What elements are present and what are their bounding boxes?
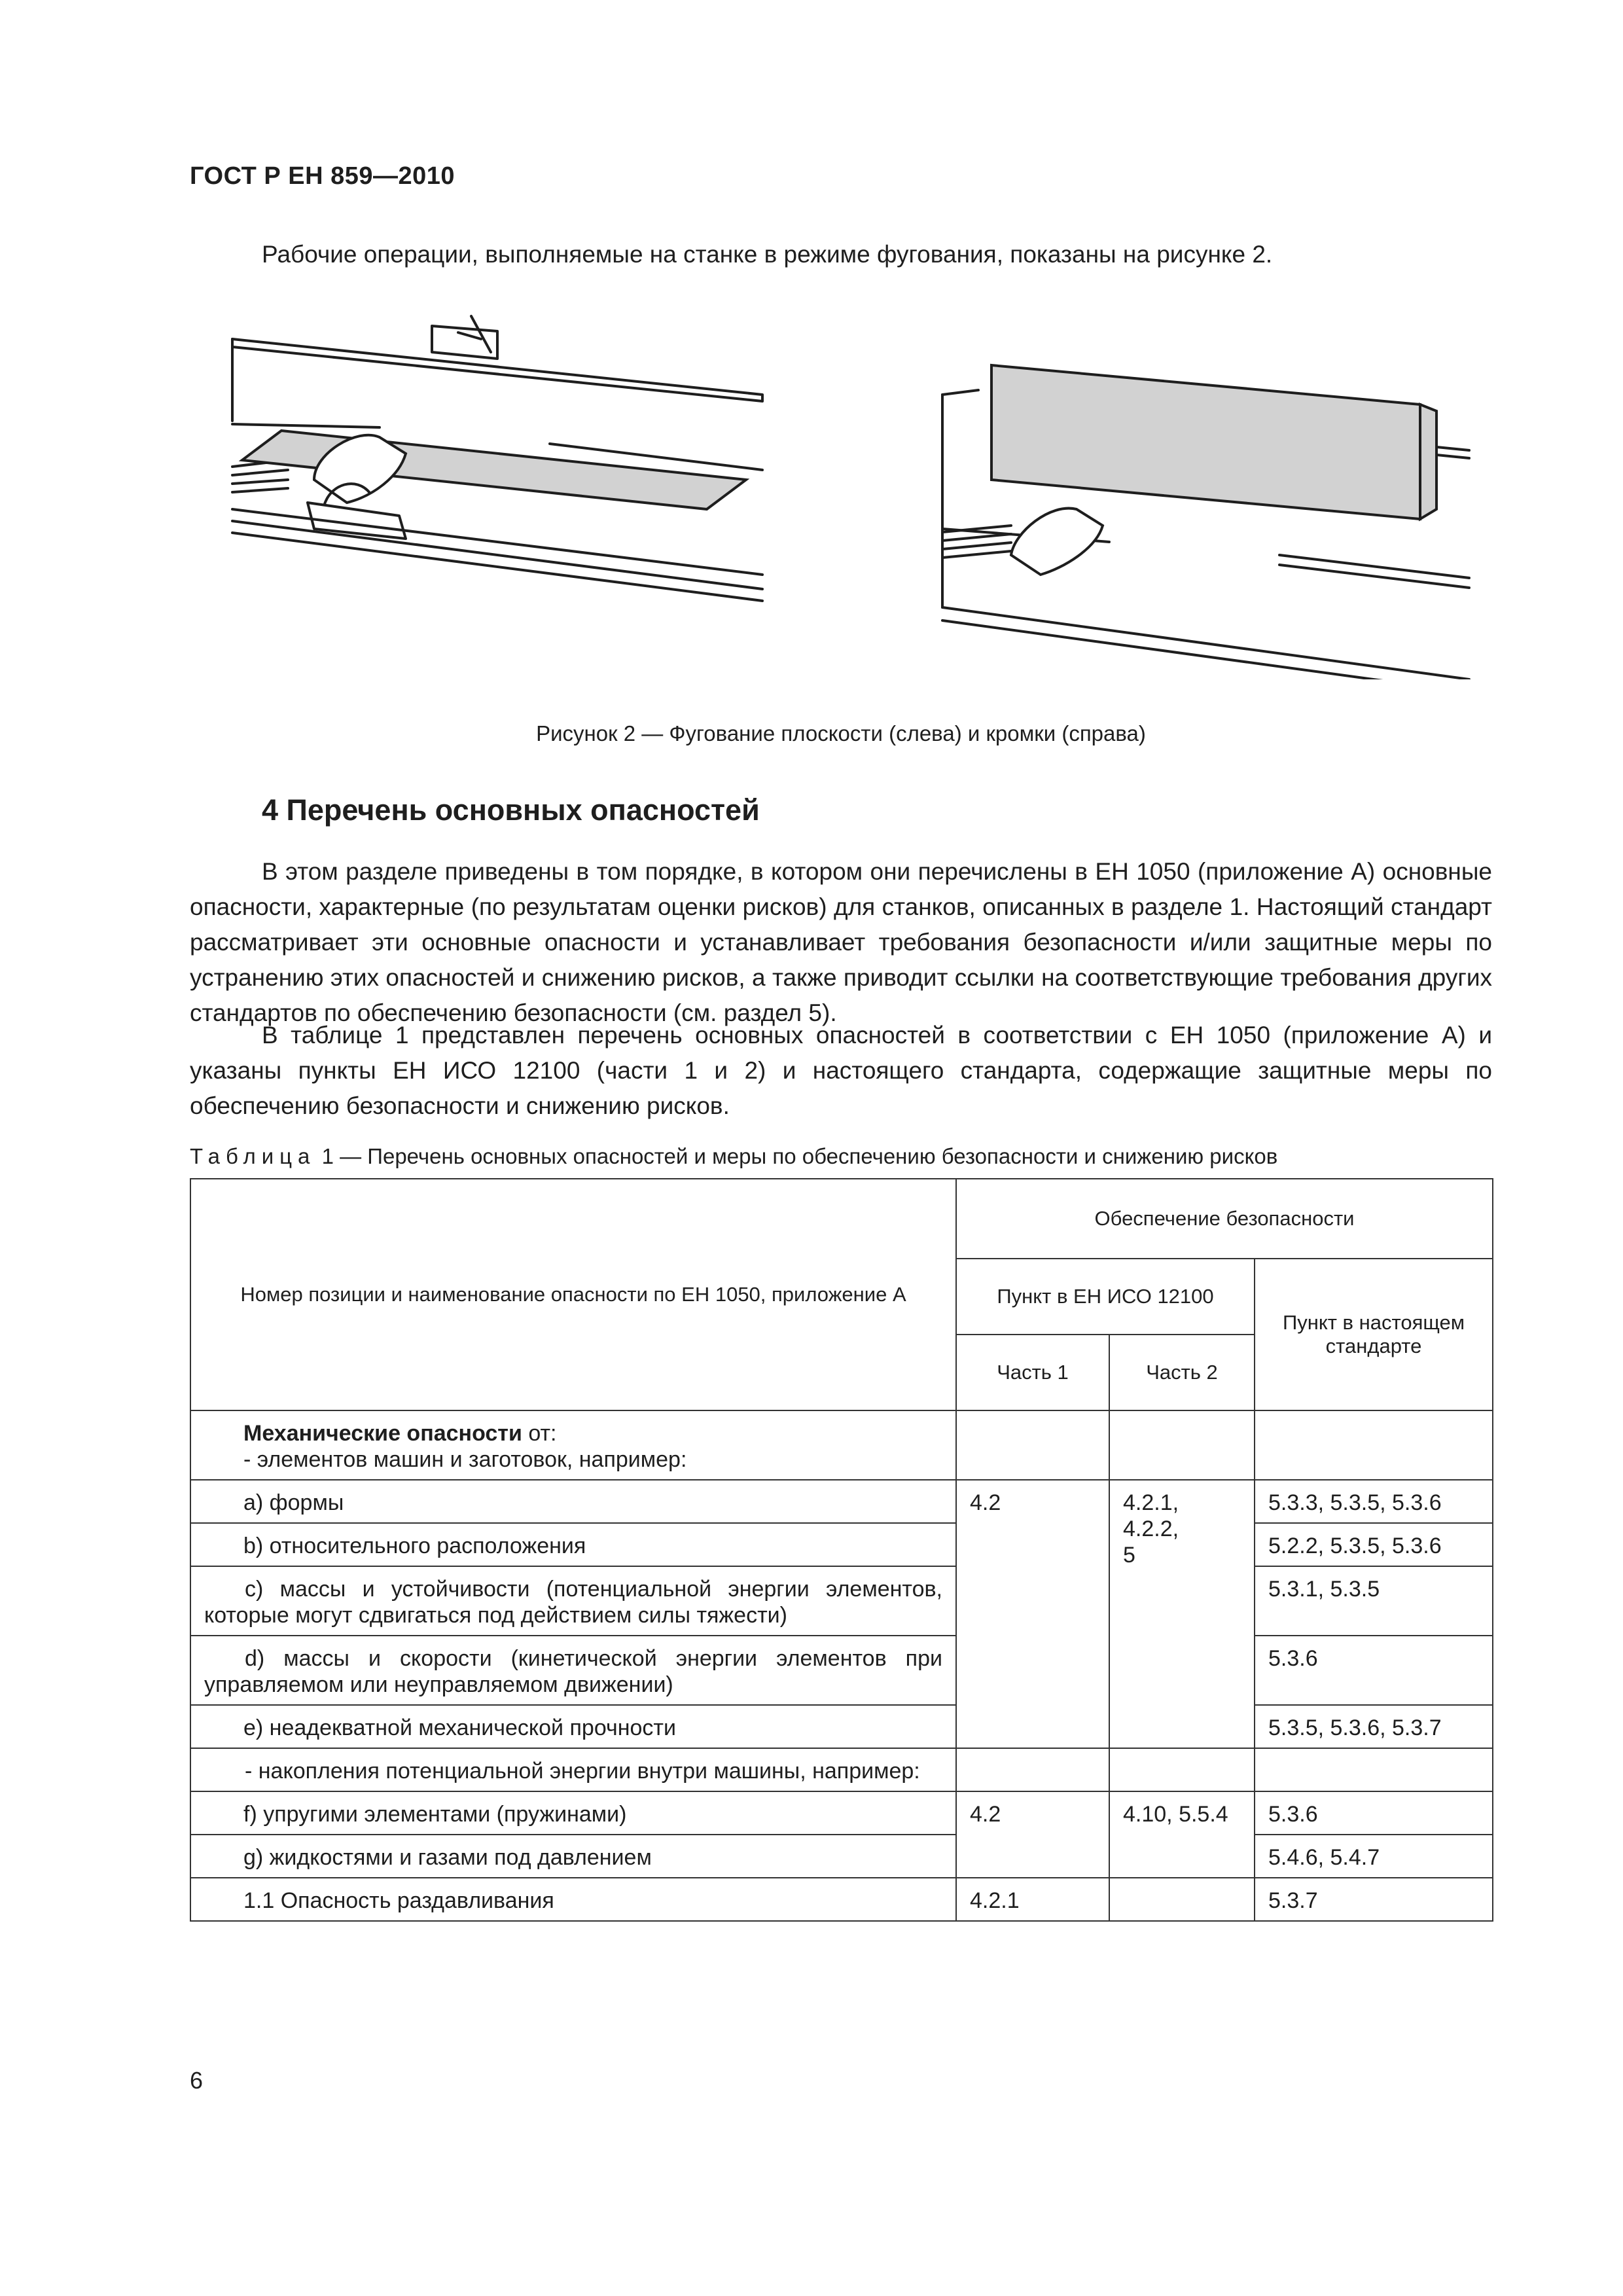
table-row	[190, 1748, 1493, 1791]
header-iso-clause: Пункт в ЕН ИСО 12100	[956, 1259, 1255, 1335]
header-hazard: Номер позиции и наименование опасности по ЕН 1050, приложение А	[190, 1179, 956, 1410]
cell-c-standard: 5.3.1, 5.3.5	[1255, 1566, 1493, 1636]
part2-line: 4.2.1,	[1123, 1490, 1179, 1515]
table-row	[190, 1791, 1493, 1835]
cell-f: f) упругими элементами (пружинами)	[190, 1791, 956, 1835]
cell-empty	[1109, 1878, 1255, 1921]
cell-empty	[1109, 1410, 1255, 1480]
table-row	[190, 1523, 1493, 1566]
cell-b-standard: 5.2.2, 5.3.5, 5.3.6	[1255, 1523, 1493, 1566]
part2-line: 5	[1123, 1543, 1135, 1568]
cell-crush-standard: 5.3.7	[1255, 1878, 1493, 1921]
document-id: ГОСТ Р ЕН 859—2010	[190, 162, 455, 190]
cell-d-text: d) массы и скорости (кинетической энергии элементов при управляемом или неуправляемом движении)	[204, 1646, 942, 1697]
section-paragraph-2: В таблице 1 представлен перечень основных опасностей в соответствии с ЕН 1050 (приложение А) и указаны пункты ЕН ИСО 12100 (части 1 и 2) и настоящего стандарта, содержащие защитные меры по обеспечению безопасности и снижению рисков.	[190, 1022, 1492, 1119]
cell-empty	[1255, 1748, 1493, 1791]
mech-from: от:	[522, 1421, 557, 1446]
header-safety: Обеспечение безопасности	[956, 1179, 1493, 1259]
mech-sub: - элементов машин и заготовок, например:	[243, 1447, 687, 1472]
header-part-2: Часть 2	[1109, 1335, 1255, 1410]
cell-c	[190, 1566, 956, 1636]
table-row	[190, 1636, 1493, 1705]
cutter-block	[1011, 509, 1103, 575]
cell-empty	[1109, 1748, 1255, 1791]
cell-group2-part2: 4.10, 5.5.4	[1109, 1791, 1255, 1878]
cell-d	[190, 1636, 956, 1705]
table-caption	[190, 1144, 1277, 1169]
mech-title: Механические опасности	[243, 1421, 522, 1446]
cell-energy-text: - накопления потенциальной энергии внутри машины, например:	[245, 1759, 920, 1784]
fence-guard	[432, 326, 497, 359]
cell-g-standard: 5.4.6, 5.4.7	[1255, 1835, 1493, 1878]
cell-crush: 1.1 Опасность раздавливания	[190, 1878, 956, 1921]
hazard-table	[190, 1178, 1493, 1922]
figure-edge-planing	[913, 313, 1482, 679]
table-label: Таблица	[190, 1144, 316, 1168]
workpiece-board-edge	[1420, 404, 1436, 519]
cell-group1-part1: 4.2	[956, 1480, 1109, 1748]
cell-group2-part1: 4.2	[956, 1791, 1109, 1878]
cell-e: е) неадекватной механической прочности	[190, 1705, 956, 1748]
cell-crush-part1: 4.2.1	[956, 1878, 1109, 1921]
figure-caption: Рисунок 2 — Фугование плоскости (слева) и кромки (справа)	[536, 721, 1146, 745]
table-row	[190, 1835, 1493, 1878]
cell-a: а) формы	[190, 1480, 956, 1523]
header-part-1: Часть 1	[956, 1335, 1109, 1410]
table-row	[190, 1705, 1493, 1748]
intro-paragraph: Рабочие операции, выполняемые на станке в режиме фугования, показаны на рисунке 2.	[262, 241, 1273, 268]
cell-d-standard: 5.3.6	[1255, 1636, 1493, 1705]
cell-a-standard: 5.3.3, 5.3.5, 5.3.6	[1255, 1480, 1493, 1523]
cell-empty	[1255, 1410, 1493, 1480]
cell-g: g) жидкостями и газами под давлением	[190, 1835, 956, 1878]
cell-f-standard: 5.3.6	[1255, 1791, 1493, 1835]
cell-energy	[190, 1748, 956, 1791]
part2-line: 4.2.2,	[1123, 1516, 1179, 1541]
page-number: 6	[190, 2067, 204, 2094]
fence-guard-rod	[458, 316, 491, 352]
header-this-standard: Пункт в настоящем стандарте	[1255, 1259, 1493, 1410]
table-row	[190, 1480, 1493, 1523]
cell-mechanical-hazards	[190, 1410, 956, 1480]
table-row	[190, 1566, 1493, 1636]
cell-c-text: с) массы и устойчивости (потенциальной энергии элементов, которые могут сдвигаться под действием силы тяжести)	[204, 1577, 942, 1628]
table-front-edge	[942, 607, 1469, 679]
table-row	[190, 1878, 1493, 1921]
section-paragraph-1: В этом разделе приведены в том порядке, в котором они перечислены в ЕН 1050 (приложение А) основные опасности, характерные (по результатам оценки рисков) для станков, описанных в разделе 1. Настоящий стандарт рассматривает эти основные опасности и устанавливает требования безопасности и/или защитные меры по устранению этих опасностей и снижению рисков, а также приводит ссылки на соответствующие требования других стандартов по обеспечению безопасности (см. раздел 5).	[190, 858, 1492, 1026]
figure-face-planing	[183, 313, 776, 706]
cell-b: b) относительного расположения	[190, 1523, 956, 1566]
workpiece-board	[991, 365, 1420, 519]
fence-top	[942, 390, 978, 395]
section-heading: 4 Перечень основных опасностей	[262, 793, 760, 827]
hazard-table-wrapper	[190, 1178, 1492, 1922]
cell-group1-part2	[1109, 1480, 1255, 1748]
cell-e-standard: 5.3.5, 5.3.6, 5.3.7	[1255, 1705, 1493, 1748]
table-title: 1 — Перечень основных опасностей и меры по обеспечению безопасности и снижению рисков	[321, 1144, 1278, 1168]
table-row	[190, 1410, 1493, 1480]
cell-empty	[956, 1748, 1109, 1791]
cell-empty	[956, 1410, 1109, 1480]
